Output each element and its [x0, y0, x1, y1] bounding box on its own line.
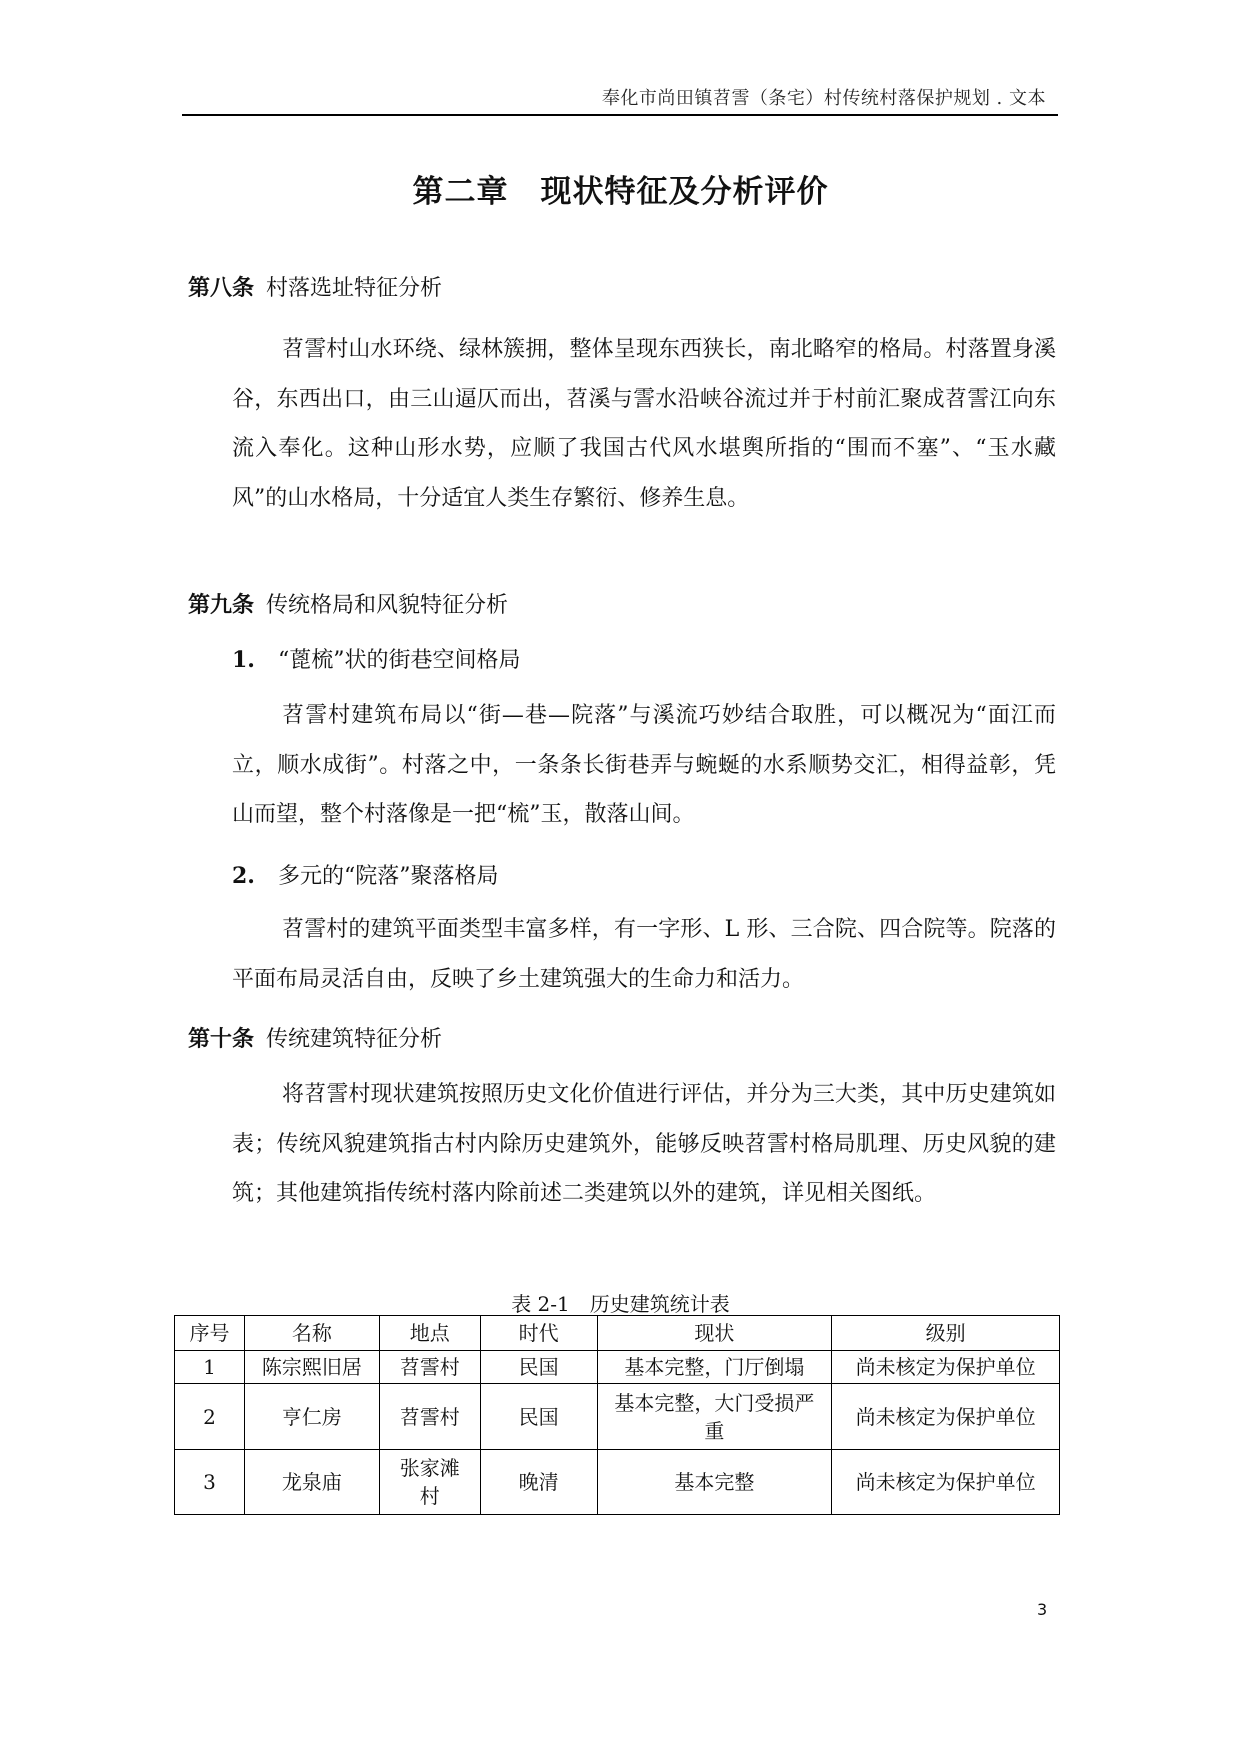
article-title: 传统建筑特征分析 [266, 1027, 443, 1052]
subsection-1-paragraph: 苕霅村建筑布局以“街—巷—院落”与溪流巧妙结合取胜，可以概况为“面江而立，顺水成街”。村落之中，一条条长街巷弄与蜿蜒的水系顺势交汇，相得益彰，凭山而望，整个村落像是一把“梳”玉，散落山间。 [232, 703, 1056, 827]
table-cell: 苕霅村 [379, 1384, 480, 1450]
article-title: 村落选址特征分析 [266, 276, 443, 301]
header-cell: 时代 [480, 1316, 597, 1351]
table-caption: 表 2-1 历史建筑统计表 [511, 1292, 730, 1316]
subsection-2-paragraph: 苕霅村的建筑平面类型丰富多样，有一字形、L 形、三合院、四合院等。院落的平面布局灵活自由，反映了乡土建筑强大的生命力和活力。 [232, 917, 1056, 992]
subsection-heading-1 [232, 643, 521, 674]
table-cell: 2 [175, 1384, 245, 1450]
page-header [182, 84, 1058, 116]
article-10-paragraph: 将苕霅村现状建筑按照历史文化价值进行评估，并分为三大类，其中历史建筑如表；传统风貌建筑指古村内除历史建筑外，能够反映苕霅村格局肌理、历史风貌的建筑；其他建筑指传统村落内除前述二类建筑以外的建筑，详见相关图纸。 [232, 1082, 1056, 1206]
subsection-number: 1. [232, 647, 255, 673]
table-cell: 基本完整，大门受损严重 [597, 1384, 832, 1450]
article-heading-10 [188, 1022, 442, 1053]
table-cell: 亨仁房 [244, 1384, 379, 1450]
chapter-title: 第二章 现状特征及分析评价 [412, 174, 829, 210]
table-row [175, 1351, 1060, 1384]
table-cell: 陈宗熙旧居 [244, 1351, 379, 1384]
article-heading-9 [188, 588, 508, 619]
article-label: 第九条 [188, 593, 255, 618]
subsection-heading-2 [232, 859, 499, 890]
table-cell: 尚未核定为保护单位 [832, 1384, 1060, 1450]
table-cell: 民国 [480, 1351, 597, 1384]
historic-buildings-table [174, 1315, 1060, 1515]
page-number: 3 [1037, 1600, 1048, 1619]
header-cell: 级别 [832, 1316, 1060, 1351]
article-heading-8 [188, 271, 442, 302]
table-cell: 1 [175, 1351, 245, 1384]
table-row [175, 1450, 1060, 1515]
article-8-paragraph: 苕霅村山水环绕、绿林簇拥，整体呈现东西狭长，南北略窄的格局。村落置身溪谷，东西出口，由三山逼仄而出，苕溪与霅水沿峡谷流过并于村前汇聚成苕霅江向东流入奉化。这种山形水势，应顺了我国古代风水堪舆所指的“围而不塞”、“玉水藏风”的山水格局，十分适宜人类生存繁衍、修养生息。 [232, 337, 1056, 511]
header-cell: 序号 [175, 1316, 245, 1351]
table-cell: 晚清 [480, 1450, 597, 1515]
table-cell: 基本完整，门厅倒塌 [597, 1351, 832, 1384]
subsection-number: 2. [232, 863, 255, 889]
header-text: 奉化市尚田镇苕霅（条宅）村传统村落保护规划 . 文本 [601, 88, 1046, 109]
table-cell: 尚未核定为保护单位 [832, 1450, 1060, 1515]
table-header-row [175, 1316, 1060, 1351]
table-cell: 尚未核定为保护单位 [832, 1351, 1060, 1384]
header-cell: 名称 [244, 1316, 379, 1351]
table-cell: 龙泉庙 [244, 1450, 379, 1515]
article-label: 第八条 [188, 276, 255, 301]
header-cell: 现状 [597, 1316, 832, 1351]
table-cell: 民国 [480, 1384, 597, 1450]
header-cell: 地点 [379, 1316, 480, 1351]
table-cell: 苕霅村 [379, 1351, 480, 1384]
subsection-title: 多元的“院落”聚落格局 [278, 864, 499, 889]
table-cell: 基本完整 [597, 1450, 832, 1515]
table-cell: 张家滩村 [379, 1450, 480, 1515]
table-cell: 3 [175, 1450, 245, 1515]
article-label: 第十条 [188, 1027, 255, 1052]
subsection-title: “蓖梳”状的街巷空间格局 [278, 648, 521, 673]
article-title: 传统格局和风貌特征分析 [266, 593, 509, 618]
table-row [175, 1384, 1060, 1450]
